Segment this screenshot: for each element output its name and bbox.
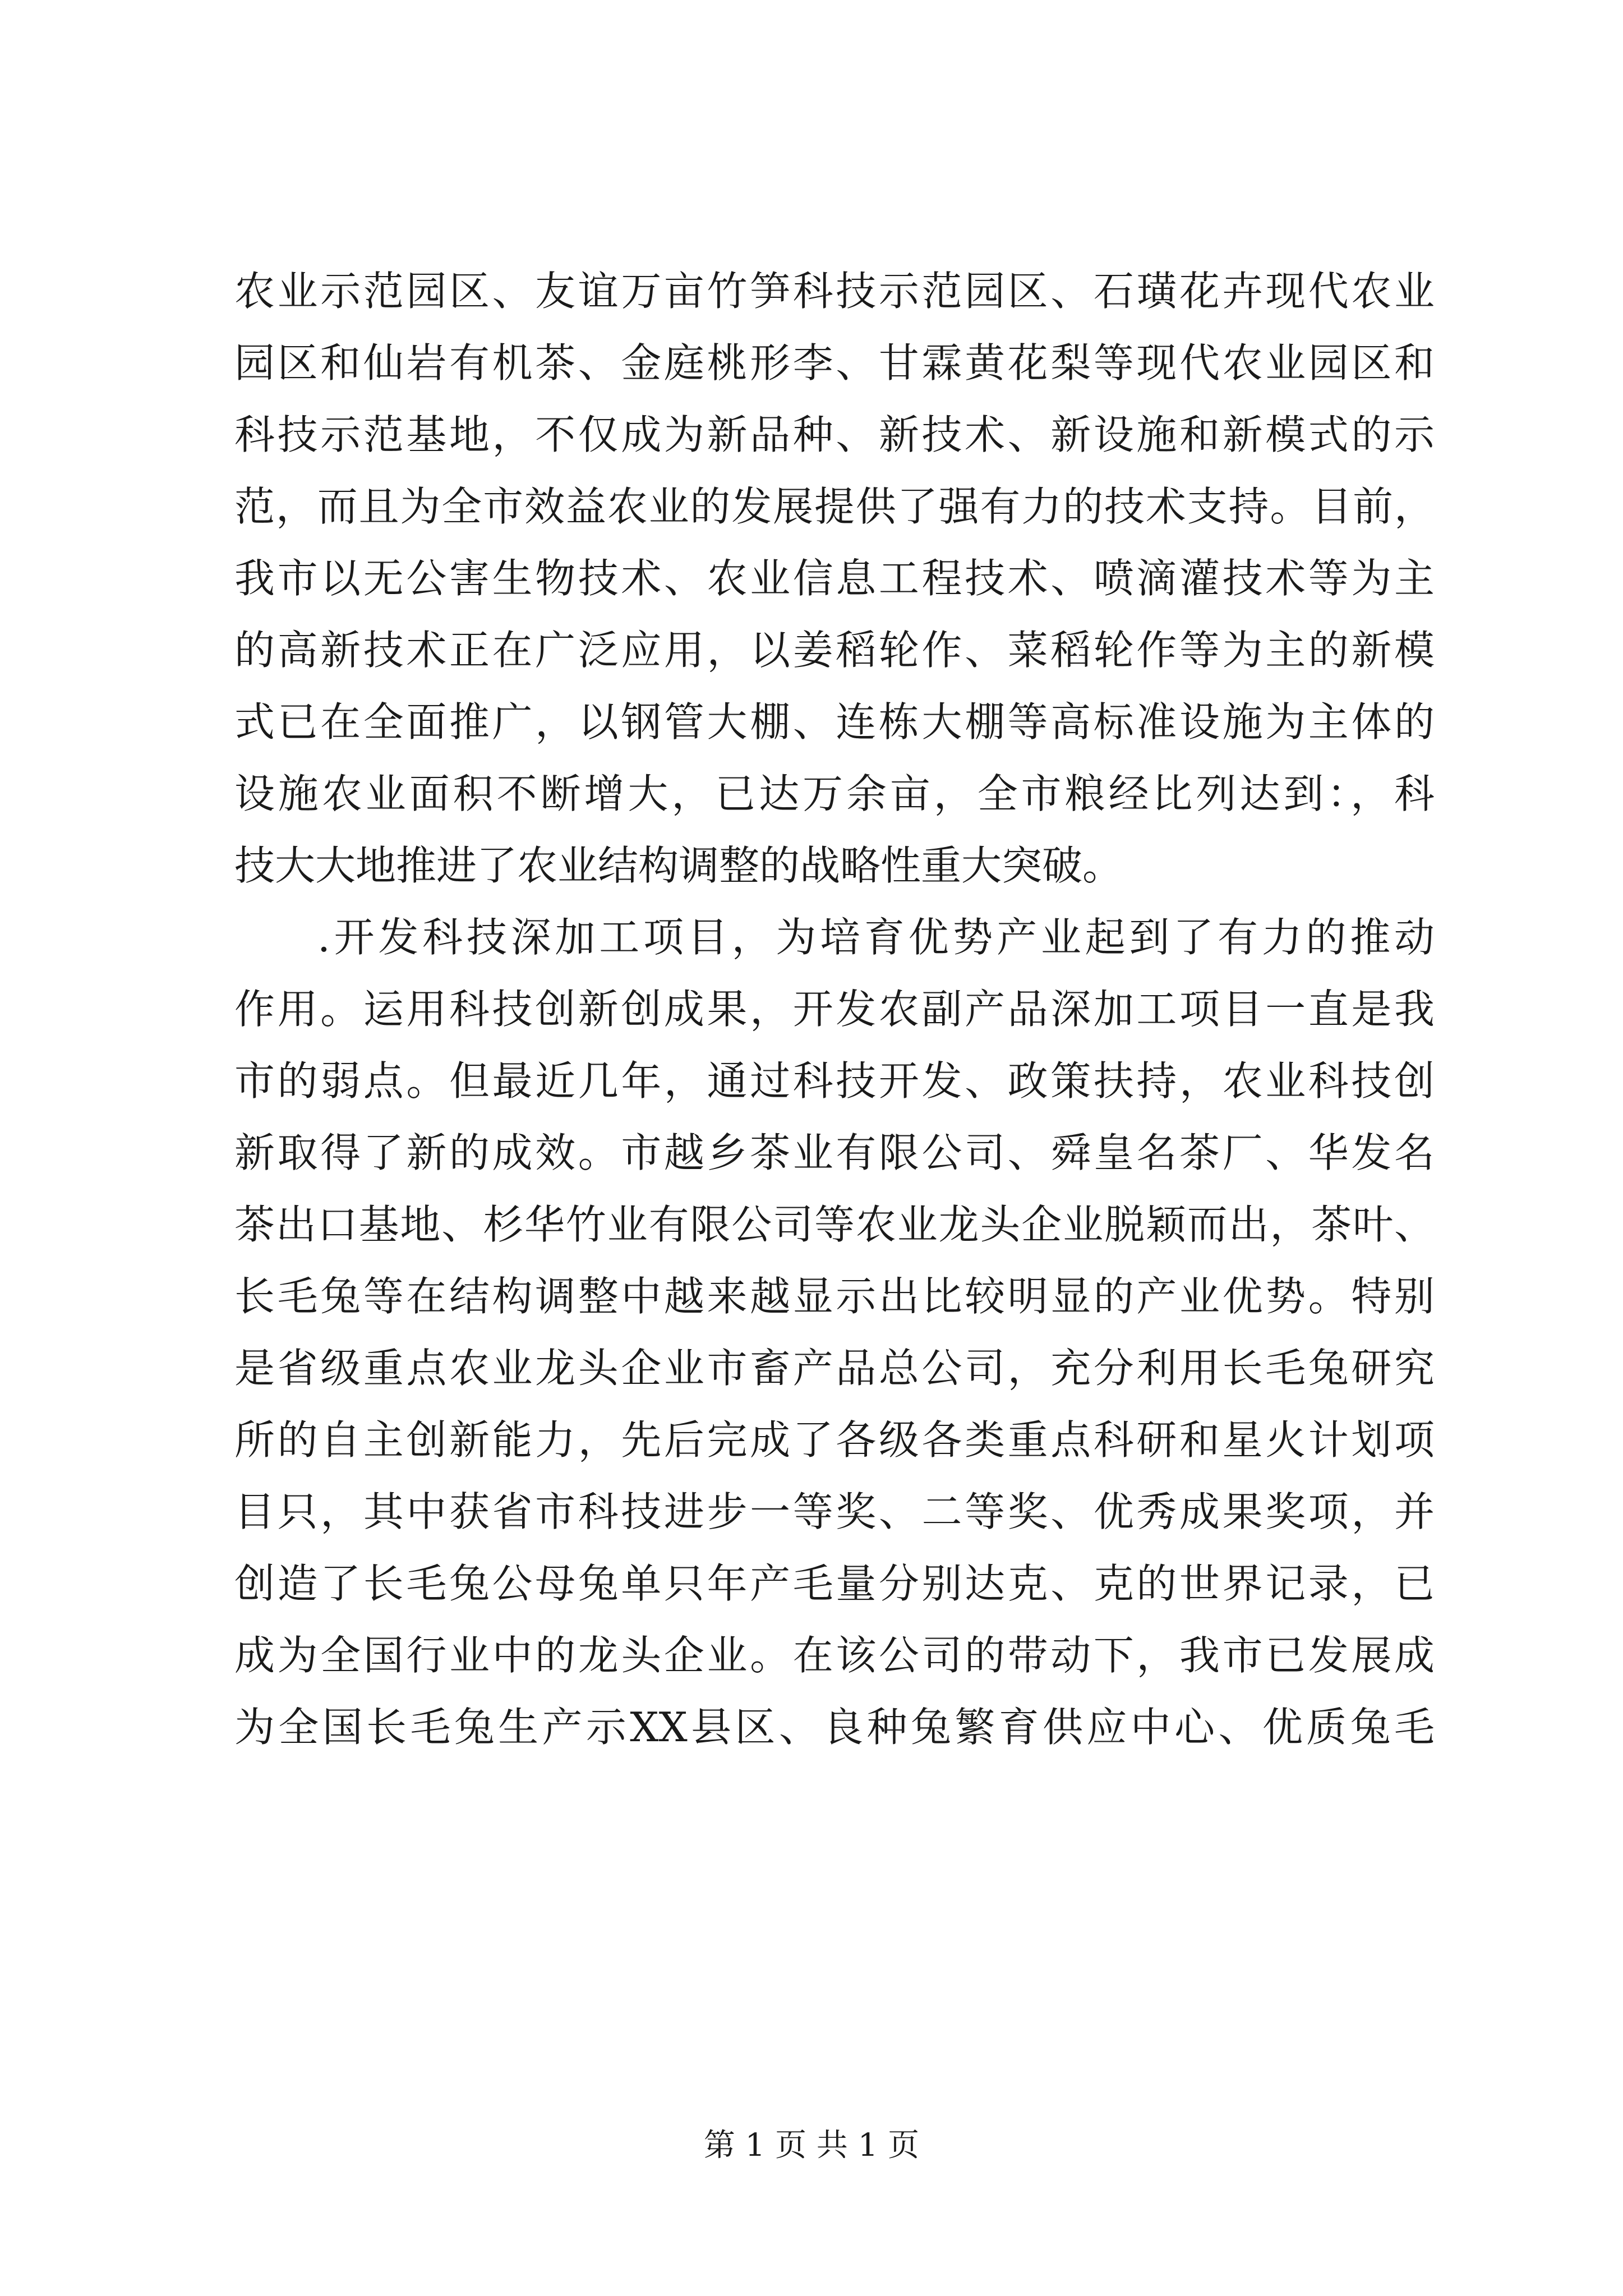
text-line: 新取得了新的成效。市越乡茶业有限公司、舜皇名茶厂、华发名 xyxy=(234,1129,1435,1176)
text-line: 所的自主创新能力，先后完成了各级各类重点科研和星火计划项 xyxy=(234,1416,1435,1464)
text-line: 创造了长毛兔公母兔单只年产毛量分别达克、克的世界记录，已 xyxy=(234,1560,1435,1607)
text-line: 市的弱点。但最近几年，通过科技开发、政策扶持，农业科技创 xyxy=(234,1057,1435,1105)
text-line: 式已在全面推广，以钢管大棚、连栋大棚等高标准设施为主体的 xyxy=(234,698,1435,746)
text-line: 为全国长毛兔生产示XX县区、良种兔繁育供应中心、优质兔毛 xyxy=(234,1704,1435,1751)
text-line: 农业示范园区、友谊万亩竹笋科技示范园区、石璜花卉现代农业 xyxy=(234,268,1435,315)
text-line: 技大大地推进了农业结构调整的战略性重大突破。 xyxy=(234,842,1123,889)
text-line: 园区和仙岩有机茶、金庭桃形李、甘霖黄花梨等现代农业园区和 xyxy=(234,339,1435,386)
paragraph-2 xyxy=(234,901,1435,1763)
text-line: .开发科技深加工项目，为培育优势产业起到了有力的推动 xyxy=(317,914,1435,961)
text-line: 科技示范基地，不仅成为新品种、新技术、新设施和新模式的示 xyxy=(234,411,1435,458)
text-line: 茶出口基地、杉华竹业有限公司等农业龙头企业脱颖而出，茶叶、 xyxy=(234,1201,1435,1248)
text-line: 是省级重点农业龙头企业市畜产品总公司，充分利用长毛兔研究 xyxy=(234,1345,1435,1392)
document-body xyxy=(234,255,1435,1763)
text-line: 设施农业面积不断增大，已达万余亩，全市粮经比列达到：，科 xyxy=(234,770,1435,817)
text-line: 范，而且为全市效益农业的发展提供了强有力的技术支持。目前， xyxy=(234,483,1435,530)
text-line: 我市以无公害生物技术、农业信息工程技术、喷滴灌技术等为主 xyxy=(234,555,1435,602)
text-line: 作用。运用科技创新创成果，开发农副产品深加工项目一直是我 xyxy=(234,986,1435,1033)
page-footer xyxy=(0,2123,1623,2168)
page-number-label: 第 1 页 共 1 页 xyxy=(703,2127,920,2164)
text-line: 的高新技术正在广泛应用，以姜稻轮作、菜稻轮作等为主的新模 xyxy=(234,627,1435,674)
text-line: 长毛兔等在结构调整中越来越显示出比较明显的产业优势。特别 xyxy=(234,1273,1435,1320)
text-line: 成为全国行业中的龙头企业。在该公司的带动下，我市已发展成 xyxy=(234,1632,1435,1679)
paragraph-1 xyxy=(234,255,1435,901)
text-line: 目只，其中获省市科技进步一等奖、二等奖、优秀成果奖项，并 xyxy=(234,1488,1435,1535)
